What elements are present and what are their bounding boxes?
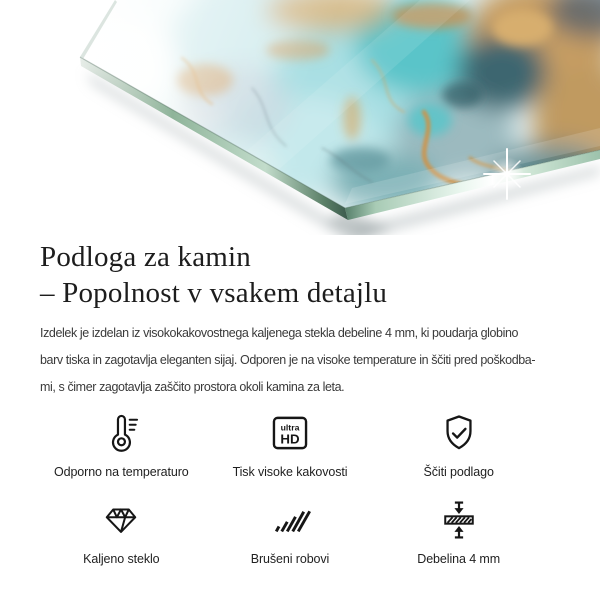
svg-text:HD: HD bbox=[280, 431, 300, 447]
feature-label: Tisk visoke kakovosti bbox=[232, 465, 348, 479]
svg-text:ultra: ultra bbox=[280, 422, 300, 433]
feature-label: Debelina 4 mm bbox=[417, 552, 501, 566]
diamond-icon bbox=[99, 498, 143, 542]
thermometer-icon bbox=[99, 411, 143, 455]
description-line: mi, s čimer zagotavlja zaščito prostora okoli kamina za leta. bbox=[40, 380, 345, 394]
feature-print-quality bbox=[209, 411, 372, 480]
feature-label: Ščiti podlago bbox=[423, 465, 494, 479]
product-info-section bbox=[0, 239, 600, 567]
feature-protects-surface bbox=[377, 411, 540, 480]
title-line-2: – Popolnost v vsakem detajlu bbox=[40, 277, 388, 309]
features-grid bbox=[40, 411, 560, 567]
shield-check-icon bbox=[437, 411, 481, 455]
product-photo bbox=[0, 0, 600, 235]
thickness-press-icon bbox=[437, 498, 481, 542]
feature-temperature-resistant bbox=[40, 411, 203, 480]
diagonal-stripes-icon bbox=[268, 498, 312, 542]
product-image-hero bbox=[0, 0, 600, 235]
description-line: Izdelek je izdelan iz visokokakovostnega kaljenega stekla debeline 4 mm, ki poudarja globino bbox=[40, 326, 519, 340]
page-title bbox=[40, 239, 560, 311]
product-description bbox=[40, 320, 560, 401]
feature-tempered-glass bbox=[40, 498, 203, 567]
feature-polished-edges bbox=[209, 498, 372, 567]
feature-thickness bbox=[377, 498, 540, 567]
feature-label: Brušeni robovi bbox=[250, 552, 330, 566]
feature-label: Odporno na temperaturo bbox=[53, 465, 189, 479]
feature-label: Kaljeno steklo bbox=[83, 552, 160, 566]
ultra-hd-icon bbox=[268, 411, 312, 455]
title-line-1: Podloga za kamin bbox=[40, 241, 251, 273]
description-line: barv tiska in zagotavlja eleganten sijaj. Odporen je na visoke temperature in ščiti pred poškodba- bbox=[40, 353, 536, 367]
